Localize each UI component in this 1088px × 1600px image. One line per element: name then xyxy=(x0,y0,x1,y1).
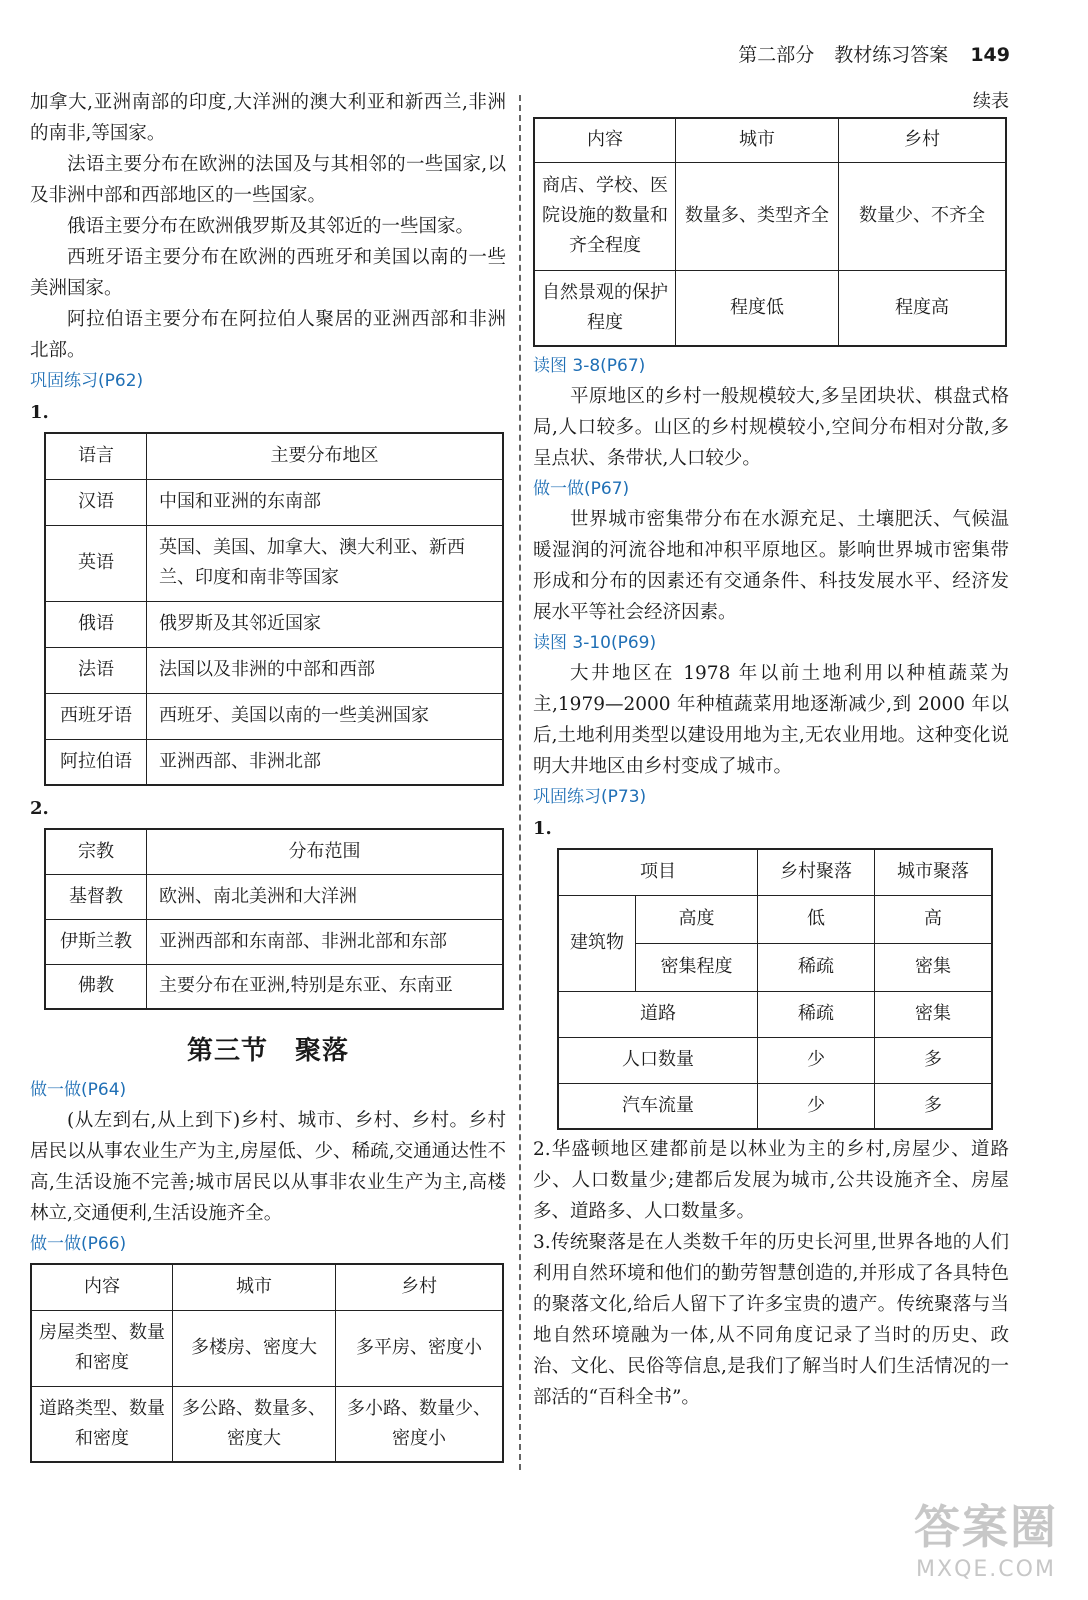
question-number: 2. xyxy=(30,798,49,819)
column-divider xyxy=(519,95,521,1470)
table-cell: 稀疏 xyxy=(758,943,875,991)
answer-paragraph: 2.华盛顿地区建都前是以林业为主的乡村,房屋少、道路少、人口数量少;建都后发展为城市,公共设施齐全、房屋多、道路多、人口数量多。 xyxy=(533,1139,1009,1222)
table-cell: 法语 xyxy=(45,647,147,693)
paragraph: 加拿大,亚洲南部的印度,大洋洲的澳大利亚和新西兰,非洲的南非,等国家。 xyxy=(30,92,506,144)
question-number: 1. xyxy=(533,818,552,839)
section-title: 第三节 聚落 xyxy=(186,1036,349,1066)
table-header: 内容 xyxy=(534,118,676,162)
page-header xyxy=(738,40,1010,67)
table-cell: 俄语 xyxy=(45,601,147,647)
table-cell: 程度高 xyxy=(839,270,1007,346)
paragraph: 阿拉伯语主要分布在阿拉伯人聚居的亚洲西部和非洲北部。 xyxy=(30,309,506,361)
religion-table xyxy=(44,828,504,1010)
table-cell: 俄罗斯及其邻近国家 xyxy=(147,601,504,647)
header-title: 教材练习答案 xyxy=(834,44,949,66)
paragraph: 世界城市密集带分布在水源充足、土壤肥沃、气候温暖湿润的河流谷地和冲积平原地区。影响世界城市密集带形成和分布的因素还有交通条件、科技发展水平、经济发展水平等社会经济因素。 xyxy=(533,509,1009,623)
table-cell: 道路类型、数量和密度 xyxy=(31,1386,173,1462)
paragraph: 西班牙语主要分布在欧洲的西班牙和美国以南的一些美洲国家。 xyxy=(30,247,506,299)
table-cell: 数量少、不齐全 xyxy=(839,162,1007,270)
table-cell: 西班牙语 xyxy=(45,693,147,739)
table-cell: 英语 xyxy=(45,525,147,601)
section-label: 巩固练习(P62) xyxy=(30,371,144,391)
table-cell: 房屋类型、数量和密度 xyxy=(31,1310,173,1386)
page-number: 149 xyxy=(970,44,1010,66)
table-cell: 多平房、密度小 xyxy=(336,1310,504,1386)
continued-label: 续表 xyxy=(973,91,1009,112)
table-header: 项目 xyxy=(558,849,758,895)
table-cell: 低 xyxy=(758,895,875,943)
settlement-table-continued xyxy=(533,117,1007,347)
rural-urban-comparison-table xyxy=(557,848,993,1130)
table-header: 乡村 xyxy=(839,118,1007,162)
table-cell: 密集程度 xyxy=(636,943,758,991)
watermark-logo: 答案圈 xyxy=(914,1500,1058,1554)
table-cell: 数量多、类型齐全 xyxy=(676,162,839,270)
table-cell: 基督教 xyxy=(45,874,147,919)
table-header: 分布范围 xyxy=(147,829,504,874)
table-cell: 建筑物 xyxy=(558,895,636,991)
table-cell: 多公路、数量多、密度大 xyxy=(173,1386,336,1462)
section-label: 做一做(P66) xyxy=(30,1234,127,1254)
paragraph: (从左到右,从上到下)乡村、城市、乡村、乡村。乡村居民以从事农业生产为主,房屋低、少、稀疏,交通通达性不高,生活设施不完善;城市居民以从事非农业生产为主,高楼林立,交通便利,生活设施齐全。 xyxy=(30,1110,506,1224)
table-cell: 多小路、数量少、密度小 xyxy=(336,1386,504,1462)
table-header: 乡村 xyxy=(336,1264,504,1310)
table-cell: 高度 xyxy=(636,895,758,943)
part-label: 第二部分 xyxy=(738,44,815,66)
table-cell: 多 xyxy=(875,1083,993,1129)
table-cell: 自然景观的保护程度 xyxy=(534,270,676,346)
table-cell: 人口数量 xyxy=(558,1037,758,1083)
table-cell: 密集 xyxy=(875,943,993,991)
question-number: 1. xyxy=(30,402,49,423)
watermark xyxy=(914,1491,1058,1582)
table-cell: 主要分布在亚洲,特别是东亚、东南亚 xyxy=(147,964,504,1009)
section-label: 巩固练习(P73) xyxy=(533,787,647,807)
table-cell: 佛教 xyxy=(45,964,147,1009)
settlement-table xyxy=(30,1263,504,1463)
table-header: 城市 xyxy=(173,1264,336,1310)
table-cell: 欧洲、南北美洲和大洋洲 xyxy=(147,874,504,919)
table-cell: 伊斯兰教 xyxy=(45,919,147,964)
language-table xyxy=(44,432,504,786)
table-cell: 高 xyxy=(875,895,993,943)
paragraph: 平原地区的乡村一般规模较大,多呈团块状、棋盘式格局,人口较多。山区的乡村规模较小,空间分布相对分散,多呈点状、条带状,人口较少。 xyxy=(533,386,1009,469)
table-cell: 法国以及非洲的中部和西部 xyxy=(147,647,504,693)
table-cell: 西班牙、美国以南的一些美洲国家 xyxy=(147,693,504,739)
table-cell: 商店、学校、医院设施的数量和齐全程度 xyxy=(534,162,676,270)
table-cell: 少 xyxy=(758,1083,875,1129)
section-label: 做一做(P67) xyxy=(533,479,630,499)
table-cell: 汽车流量 xyxy=(558,1083,758,1129)
table-cell: 中国和亚洲的东南部 xyxy=(147,479,504,525)
table-cell: 多楼房、密度大 xyxy=(173,1310,336,1386)
table-cell: 汉语 xyxy=(45,479,147,525)
table-cell: 英国、美国、加拿大、澳大利亚、新西兰、印度和南非等国家 xyxy=(147,525,504,601)
table-header: 内容 xyxy=(31,1264,173,1310)
table-cell: 亚洲西部、非洲北部 xyxy=(147,739,504,785)
section-label: 读图 3-10(P69) xyxy=(533,633,657,653)
table-cell: 多 xyxy=(875,1037,993,1083)
section-label: 做一做(P64) xyxy=(30,1080,127,1100)
table-header: 城市聚落 xyxy=(875,849,993,895)
left-column xyxy=(30,87,506,1463)
table-cell: 程度低 xyxy=(676,270,839,346)
section-label: 读图 3-8(P67) xyxy=(533,356,646,376)
paragraph: 法语主要分布在欧洲的法国及与其相邻的一些国家,以及非洲中部和西部地区的一些国家。 xyxy=(30,154,506,206)
right-column xyxy=(533,87,1009,1413)
answer-paragraph: 3.传统聚落是在人类数千年的历史长河里,世界各地的人们利用自然环境和他们的勤劳智慧创造的,并形成了各具特色的聚落文化,给后人留下了许多宝贵的遗产。传统聚落与当地自然环境融为一体,从不同角度记录了当时的历史、政治、文化、民俗等信息,是我们了解当时人们生活情况的一部活的“百科全书”。 xyxy=(533,1232,1009,1408)
table-header: 主要分布地区 xyxy=(147,433,504,479)
table-cell: 阿拉伯语 xyxy=(45,739,147,785)
table-cell: 少 xyxy=(758,1037,875,1083)
table-header: 语言 xyxy=(45,433,147,479)
table-cell: 密集 xyxy=(875,991,993,1037)
table-cell: 道路 xyxy=(558,991,758,1037)
table-header: 城市 xyxy=(676,118,839,162)
paragraph: 俄语主要分布在欧洲俄罗斯及其邻近的一些国家。 xyxy=(67,216,475,237)
table-header: 乡村聚落 xyxy=(758,849,875,895)
watermark-url: MXQE.COM xyxy=(916,1557,1056,1582)
table-header: 宗教 xyxy=(45,829,147,874)
table-cell: 稀疏 xyxy=(758,991,875,1037)
paragraph: 大井地区在 1978 年以前土地利用以种植蔬菜为主,1979—2000 年种植蔬菜用地逐渐减少,到 2000 年以后,土地利用类型以建设用地为主,无农业用地。这种变化说明大井地区由乡村变成了城市。 xyxy=(533,663,1009,777)
table-cell: 亚洲西部和东南部、非洲北部和东部 xyxy=(147,919,504,964)
